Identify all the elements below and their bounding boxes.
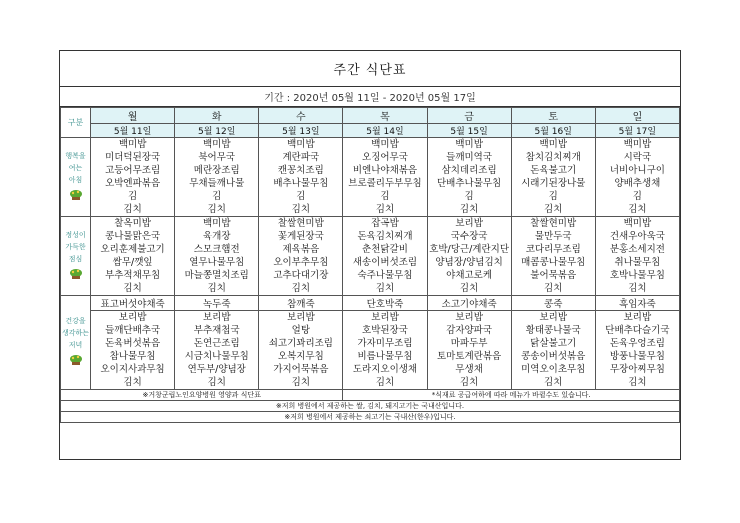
menu-item: 김치 bbox=[291, 204, 311, 215]
menu-item: 백미밥 bbox=[623, 139, 652, 150]
menu-item: 메란장조림 bbox=[193, 165, 240, 176]
weekly-menu-table bbox=[60, 107, 680, 423]
menu-item: 김치 bbox=[375, 377, 395, 388]
note-text: ※거창군립노인요양병원 영양과 식단표 bbox=[61, 390, 343, 401]
menu-item: 오이부추무침 bbox=[273, 257, 329, 268]
day-header: 금 bbox=[427, 108, 511, 124]
menu-item: 보리밥 bbox=[539, 312, 567, 323]
meal-label-line: 여는 bbox=[68, 163, 83, 172]
page-title: 주간 식단표 bbox=[60, 51, 680, 87]
menu-cell bbox=[595, 138, 679, 217]
meal-label-line: 저녁 bbox=[68, 341, 83, 349]
meal-label-line: 정성이 bbox=[65, 230, 86, 239]
menu-item: 계란파국 bbox=[282, 152, 320, 163]
menu-cell bbox=[343, 311, 427, 390]
menu-item: 김치 bbox=[628, 377, 647, 388]
menu-item: 호박/당근/계란지단 bbox=[429, 244, 510, 255]
menu-item: 찰옥미밥 bbox=[114, 218, 151, 229]
menu-item: 도라지오이생채 bbox=[352, 364, 418, 375]
menu-item: 김치 bbox=[207, 377, 226, 388]
menu-item: 백미밥 bbox=[623, 218, 652, 229]
menu-item: 미더덕된장국 bbox=[105, 152, 161, 163]
menu-item: 얼탕 bbox=[291, 325, 311, 336]
menu-cell bbox=[427, 311, 511, 390]
menu-item: 고추다대기장 bbox=[273, 270, 329, 281]
menu-item: 황태콩나물국 bbox=[525, 325, 581, 336]
menu-item: 김치 bbox=[291, 283, 311, 294]
porridge-item: 흑임자죽 bbox=[595, 296, 679, 311]
menu-item: 김치 bbox=[628, 283, 647, 294]
menu-item: 김치 bbox=[459, 283, 479, 294]
menu-item: 백미밥 bbox=[539, 139, 567, 150]
porridge-item: 콩죽 bbox=[511, 296, 595, 311]
menu-item: 매콤콩나물무침 bbox=[521, 257, 586, 268]
gubun-header: 구분 bbox=[61, 108, 91, 138]
meal-label bbox=[61, 217, 91, 296]
menu-item: 김치 bbox=[544, 283, 563, 294]
menu-cell bbox=[91, 217, 175, 296]
menu-item: 닭살불고기 bbox=[530, 338, 577, 349]
menu-item: 미역오이초무침 bbox=[521, 364, 586, 375]
menu-frame bbox=[59, 50, 681, 460]
menu-item: 무생채 bbox=[455, 364, 483, 375]
menu-item: 보리밥 bbox=[371, 312, 399, 323]
menu-item: 보리밥 bbox=[455, 218, 483, 229]
menu-item: 쌈무/깻잎 bbox=[112, 257, 153, 268]
menu-cell bbox=[595, 217, 679, 296]
menu-item: 김치 bbox=[375, 204, 395, 215]
menu-item: 비엔나야채볶음 bbox=[352, 165, 418, 176]
menu-cell bbox=[343, 138, 427, 217]
menu-item: 꽃게된장국 bbox=[277, 231, 324, 242]
menu-cell bbox=[175, 138, 259, 217]
menu-item: 북어무국 bbox=[198, 152, 236, 163]
menu-item: 국수장국 bbox=[450, 231, 488, 242]
menu-item: 부추재첩국 bbox=[193, 325, 240, 336]
meal-label-line: 행복을 bbox=[65, 151, 86, 160]
menu-cell bbox=[343, 217, 427, 296]
menu-item: 연두부/양념장 bbox=[187, 364, 246, 375]
menu-item: 돈육불고기 bbox=[530, 165, 577, 176]
menu-cell bbox=[259, 311, 343, 390]
meal-label-line: 점심 bbox=[68, 254, 83, 263]
note-text: ※저희 병원에서 제공하는 쌀, 김치, 돼지고기는 국내산입니다. bbox=[61, 401, 680, 412]
menu-cell bbox=[175, 217, 259, 296]
menu-item: 코다리무조림 bbox=[525, 244, 581, 255]
menu-item: 건새우아욱국 bbox=[609, 231, 665, 242]
menu-item: 백미밥 bbox=[202, 218, 231, 229]
menu-item: 쇠고기꽈리조림 bbox=[268, 338, 333, 349]
menu-item: 시락국 bbox=[623, 152, 652, 163]
menu-item: 김 bbox=[128, 191, 138, 202]
menu-cell bbox=[175, 311, 259, 390]
menu-item: 김치 bbox=[207, 204, 226, 215]
menu-item: 무채들깨나물 bbox=[189, 178, 245, 189]
menu-item: 가지어묵볶음 bbox=[273, 364, 329, 375]
menu-item: 백미밥 bbox=[118, 139, 147, 150]
menu-item: 부추적채무침 bbox=[105, 270, 161, 281]
date-header: 5월 15일 bbox=[427, 124, 511, 138]
menu-item: 백미밥 bbox=[202, 139, 231, 150]
menu-item: 분홍소세지전 bbox=[609, 244, 665, 255]
menu-item: 제육볶음 bbox=[282, 244, 320, 255]
menu-item: 들깨미역국 bbox=[446, 152, 493, 163]
menu-item: 잡곡밥 bbox=[371, 218, 399, 229]
menu-item: 참치김치찌개 bbox=[525, 152, 581, 163]
menu-cell bbox=[511, 217, 595, 296]
meal-label-line: 생각하는 bbox=[61, 329, 90, 337]
menu-item: 비름나물무침 bbox=[357, 351, 413, 362]
day-header: 목 bbox=[343, 108, 427, 124]
note-text: *식재료 공급여하에 따라 메뉴가 바뀔수도 있습니다. bbox=[343, 390, 680, 401]
day-header: 토 bbox=[511, 108, 595, 124]
date-header: 5월 11일 bbox=[91, 124, 175, 138]
menu-cell bbox=[427, 138, 511, 217]
menu-item: 김치 bbox=[375, 283, 395, 294]
menu-item: 백미밥 bbox=[371, 139, 399, 150]
menu-item: 마늘쫑멸치조림 bbox=[184, 270, 249, 281]
menu-cell bbox=[595, 311, 679, 390]
menu-item: 김 bbox=[296, 191, 306, 202]
note-text: ※저희 병원에서 제공하는 쇠고기는 국내산(한우)입니다. bbox=[61, 412, 680, 423]
menu-item: 김치 bbox=[207, 283, 226, 294]
menu-item: 찰쌀현미밥 bbox=[277, 218, 324, 229]
menu-item: 김치 bbox=[544, 204, 563, 215]
menu-cell bbox=[259, 217, 343, 296]
menu-item: 들깨단배추국 bbox=[105, 325, 161, 336]
menu-item: 춘천닭갈비 bbox=[362, 244, 408, 255]
menu-item: 시래기된장나물 bbox=[521, 178, 586, 189]
menu-item: 스모크햄전 bbox=[193, 244, 240, 255]
menu-cell bbox=[91, 138, 175, 217]
menu-item: 참나물무침 bbox=[109, 351, 156, 362]
plant-icon bbox=[61, 268, 90, 284]
menu-item: 보리밥 bbox=[455, 312, 483, 323]
menu-item: 호박나물무침 bbox=[609, 270, 665, 281]
menu-item: 김치 bbox=[291, 377, 311, 388]
menu-item: 물만두국 bbox=[534, 231, 572, 242]
menu-item: 숙주나물무침 bbox=[357, 270, 413, 281]
menu-item: 양배추생채 bbox=[614, 178, 661, 189]
menu-item: 돈육우엉조림 bbox=[609, 338, 665, 349]
day-header: 화 bbox=[175, 108, 259, 124]
menu-item: 보리밥 bbox=[118, 312, 147, 323]
menu-item: 김치 bbox=[544, 377, 563, 388]
menu-item: 김 bbox=[548, 191, 558, 202]
menu-item: 오징어무국 bbox=[362, 152, 408, 163]
period-range: 기간 : 2020년 05월 11일 - 2020년 05월 17일 bbox=[60, 87, 680, 107]
porridge-item: 녹두죽 bbox=[175, 296, 259, 311]
menu-item: 김 bbox=[380, 191, 390, 202]
menu-item: 돈연근조림 bbox=[193, 338, 240, 349]
date-header: 5월 12일 bbox=[175, 124, 259, 138]
menu-item: 오박엔파볶음 bbox=[105, 178, 161, 189]
menu-cell bbox=[427, 217, 511, 296]
menu-item: 단배추다슬기국 bbox=[605, 325, 670, 336]
date-header: 5월 16일 bbox=[511, 124, 595, 138]
plant-icon bbox=[61, 189, 90, 205]
menu-item: 캔꽁치조림 bbox=[277, 165, 324, 176]
menu-item: 오이지사과무침 bbox=[100, 364, 165, 375]
meal-label-line: 건강을 bbox=[65, 317, 86, 325]
menu-item: 호박된장국 bbox=[362, 325, 408, 336]
menu-item: 김 bbox=[212, 191, 222, 202]
menu-item: 감자양파국 bbox=[446, 325, 493, 336]
menu-item: 오복지무침 bbox=[277, 351, 324, 362]
meal-label-line: 아침 bbox=[68, 175, 83, 184]
menu-item: 돈육김치찌개 bbox=[357, 231, 413, 242]
date-header: 5월 17일 bbox=[595, 124, 679, 138]
menu-item: 가자미무조림 bbox=[357, 338, 413, 349]
meal-label bbox=[61, 138, 91, 217]
menu-item: 백미밥 bbox=[455, 139, 483, 150]
menu-item: 콩나물맑은국 bbox=[105, 231, 161, 242]
menu-item: 백미밥 bbox=[287, 139, 315, 150]
meal-label bbox=[61, 296, 91, 390]
menu-item: 무장아찌무침 bbox=[609, 364, 665, 375]
menu-cell bbox=[259, 138, 343, 217]
menu-item: 불어묵볶음 bbox=[530, 270, 577, 281]
porridge-item: 단호박죽 bbox=[343, 296, 427, 311]
menu-item: 김치 bbox=[123, 377, 142, 388]
menu-item: 브로콜리두부무침 bbox=[348, 178, 422, 189]
day-header: 일 bbox=[595, 108, 679, 124]
menu-item: 김치 bbox=[123, 204, 142, 215]
menu-cell bbox=[511, 311, 595, 390]
porridge-item: 소고기야채죽 bbox=[427, 296, 511, 311]
menu-item: 양념장/양념김치 bbox=[435, 257, 503, 268]
menu-item: 육개장 bbox=[202, 231, 231, 242]
menu-item: 보리밥 bbox=[287, 312, 315, 323]
menu-item: 김치 bbox=[459, 377, 479, 388]
menu-item: 김치 bbox=[628, 204, 647, 215]
menu-item: 시금치나물무침 bbox=[184, 351, 249, 362]
menu-item: 김치 bbox=[123, 283, 142, 294]
menu-item: 마파두부 bbox=[450, 338, 488, 349]
menu-item: 너비아니구이 bbox=[609, 165, 665, 176]
porridge-item: 표고버섯야채죽 bbox=[91, 296, 175, 311]
menu-item: 방풍나물무침 bbox=[609, 351, 665, 362]
meal-label-line: 가득한 bbox=[65, 242, 86, 251]
menu-item: 보리밥 bbox=[202, 312, 231, 323]
menu-item: 김 bbox=[464, 191, 474, 202]
date-header: 5월 13일 bbox=[259, 124, 343, 138]
date-header: 5월 14일 bbox=[343, 124, 427, 138]
menu-item: 보리밥 bbox=[623, 312, 652, 323]
day-header: 수 bbox=[259, 108, 343, 124]
menu-item: 콩송이버섯볶음 bbox=[521, 351, 586, 362]
day-header: 월 bbox=[91, 108, 175, 124]
menu-item: 김치 bbox=[459, 204, 479, 215]
menu-cell bbox=[511, 138, 595, 217]
porridge-item: 참깨죽 bbox=[259, 296, 343, 311]
menu-item: 삼치데리조림 bbox=[441, 165, 497, 176]
menu-item: 오리훈제불고기 bbox=[100, 244, 165, 255]
menu-item: 찰쌀현미밥 bbox=[530, 218, 577, 229]
menu-item: 새송이버섯조림 bbox=[352, 257, 418, 268]
menu-item: 배추나물무침 bbox=[273, 178, 329, 189]
plant-icon bbox=[61, 354, 90, 370]
menu-item: 토마토계란볶음 bbox=[436, 351, 502, 362]
menu-cell bbox=[91, 311, 175, 390]
menu-item: 야채고로케 bbox=[446, 270, 493, 281]
menu-item: 돈육버섯볶음 bbox=[105, 338, 161, 349]
menu-item: 단배추나물무침 bbox=[436, 178, 502, 189]
menu-item: 고등어무조림 bbox=[105, 165, 161, 176]
menu-item: 김 bbox=[632, 191, 642, 202]
menu-item: 열무나물무침 bbox=[189, 257, 245, 268]
menu-item: 취나물무침 bbox=[614, 257, 661, 268]
